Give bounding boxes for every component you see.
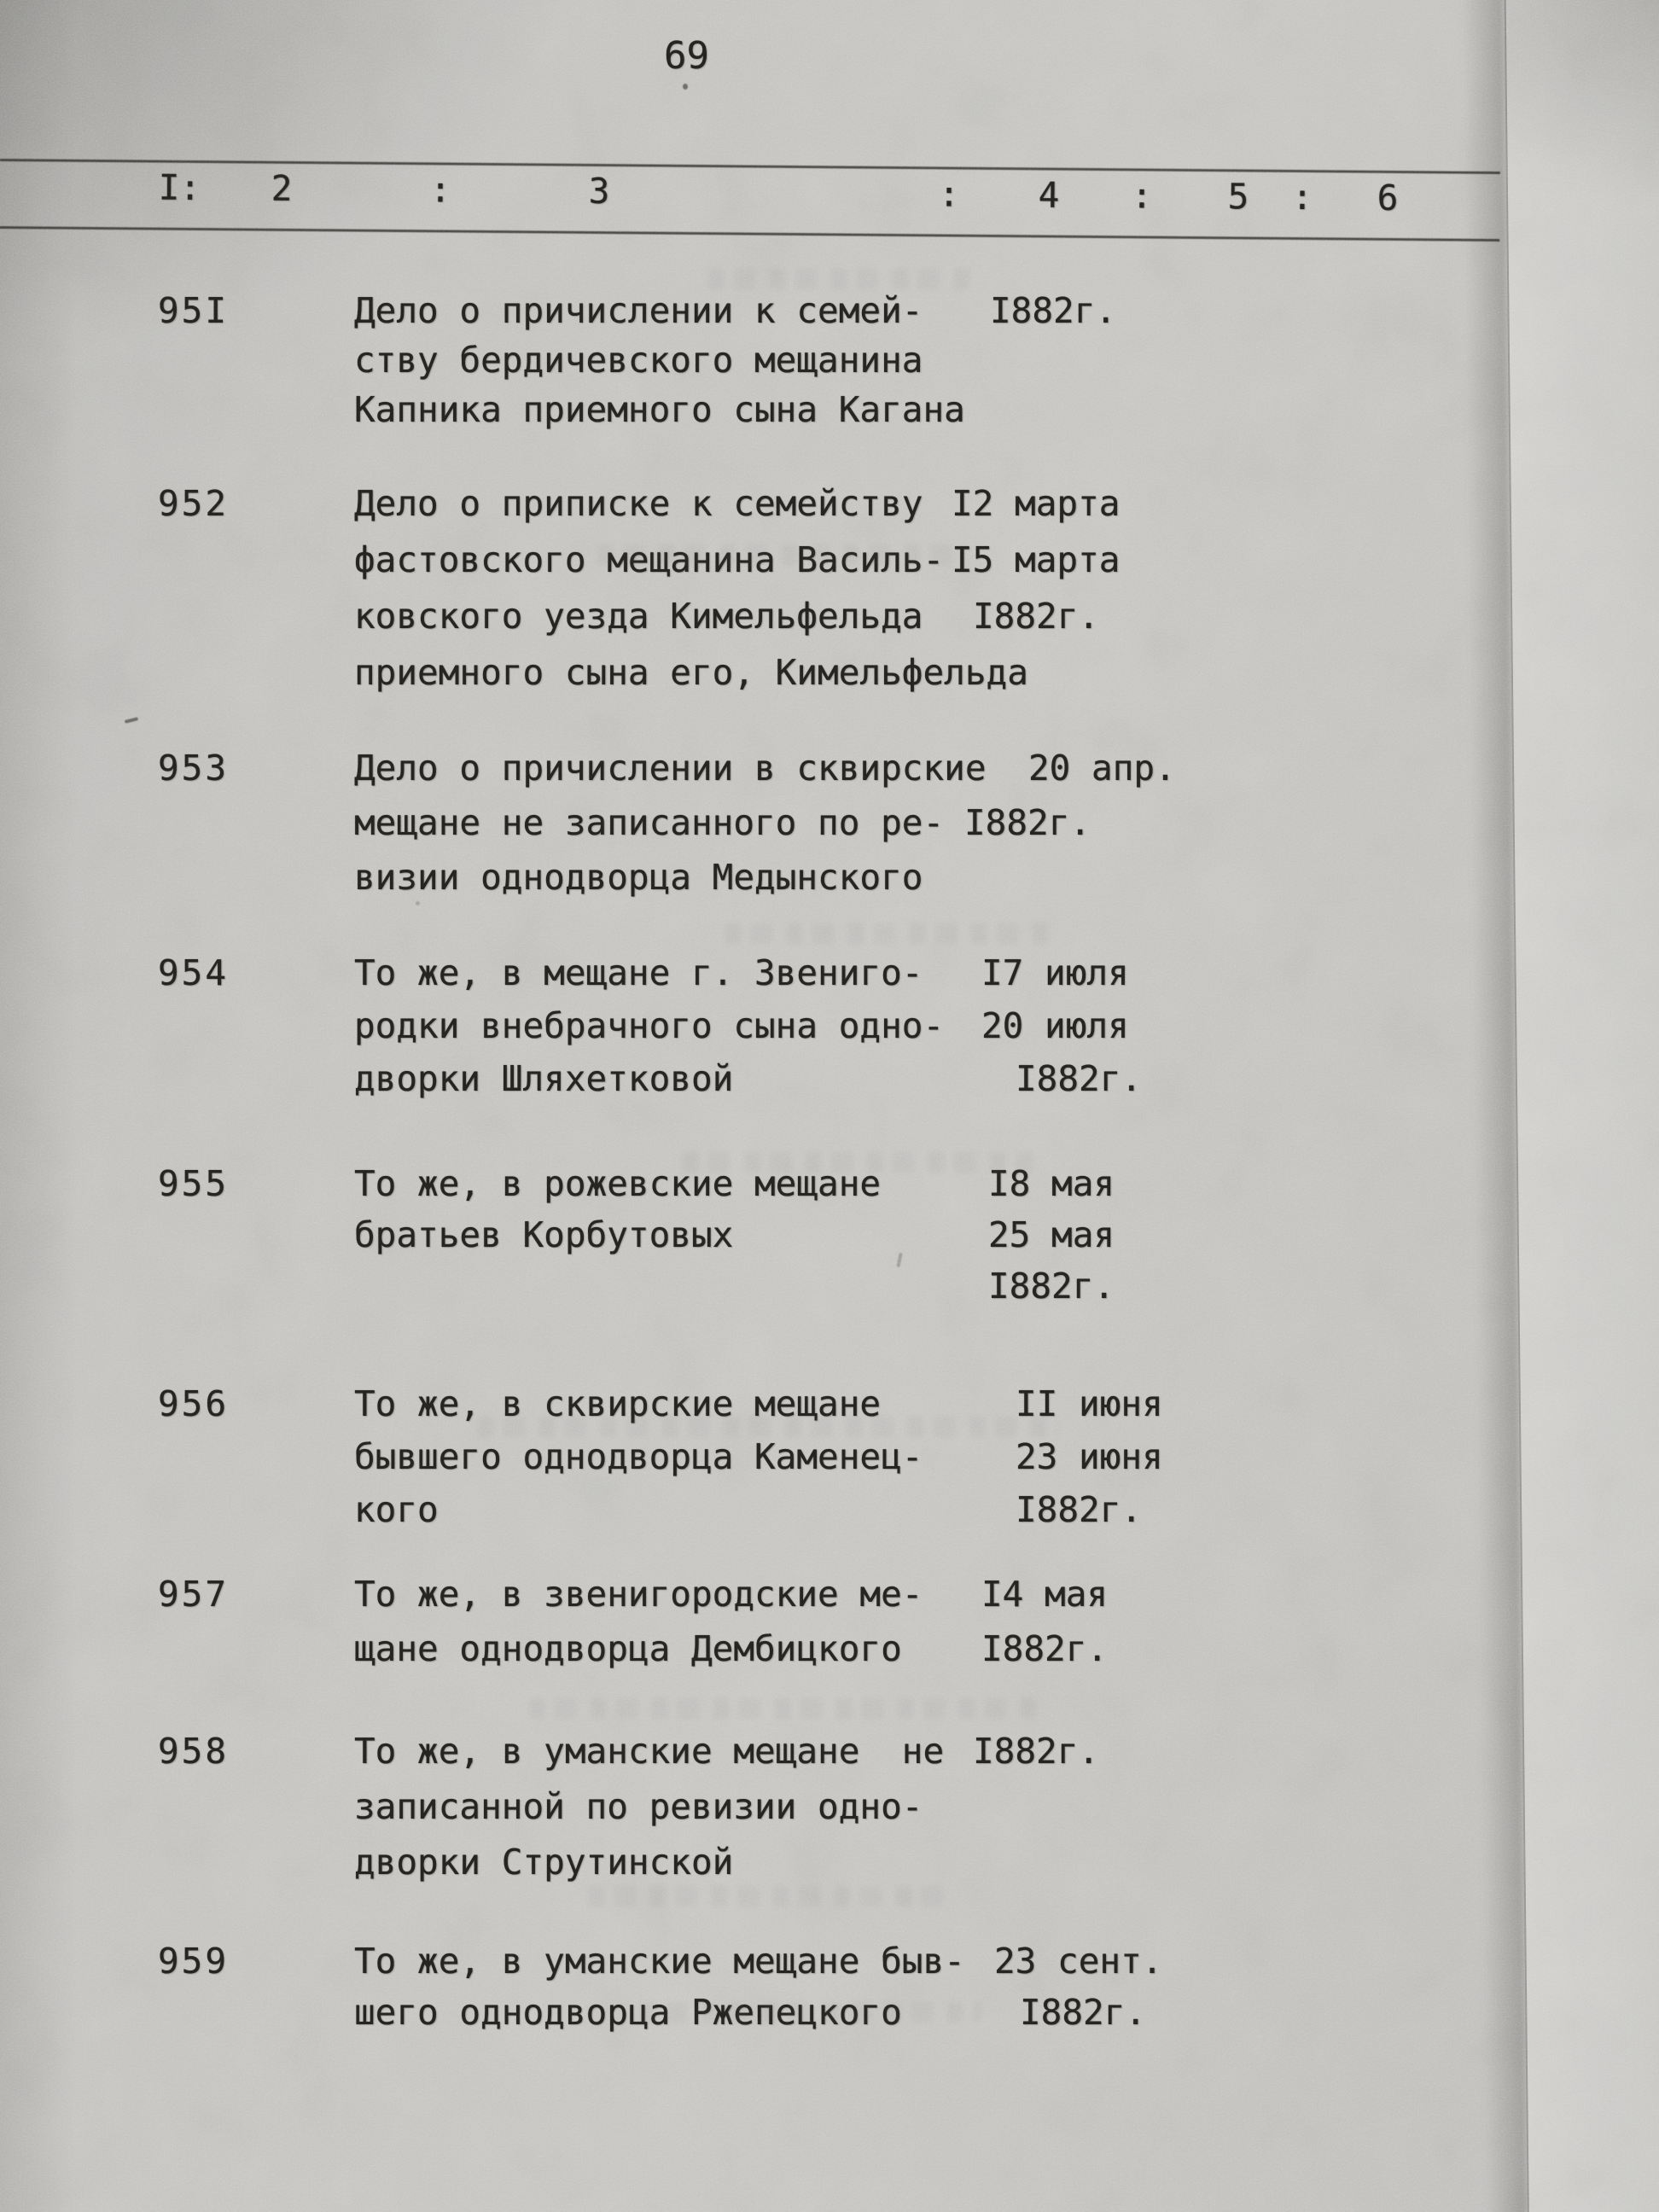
table-header-cell: :	[1291, 176, 1313, 218]
entry-date-line: 23 июня	[1016, 1436, 1163, 1477]
entry-description-line: визии однодворца Медынского	[354, 857, 923, 898]
entry-date-line: I7 июля	[981, 952, 1129, 993]
entry-description-line: То же, в уманские мещане не	[354, 1731, 945, 1772]
entry-date-line: I8 мая	[988, 1163, 1115, 1204]
entry-description-line: фастовского мещанина Василь-	[354, 539, 945, 580]
table-rule-bottom	[0, 226, 1499, 242]
entry-description-line: мещане не записанного по ре-	[354, 802, 945, 843]
entry-number: 959	[158, 1941, 230, 1982]
entry-description-line: То же, в звенигородские ме-	[354, 1574, 923, 1615]
table-header-band	[0, 159, 1502, 250]
entry-description-line: Дело о приписке к семейству	[354, 483, 923, 524]
bleedthrough-ghost-line	[589, 1886, 947, 1906]
bleedthrough-ghost-line	[597, 544, 956, 565]
entry-description-line: ковского уезда Кимельфельда	[354, 596, 923, 637]
entry-description-line: приемного сына его, Кимельфельда	[354, 652, 1028, 693]
ink-speck	[683, 84, 688, 90]
entry-description-line: То же, в уманские мещане быв-	[354, 1941, 965, 1982]
entry-description-line: братьев Корбутовых	[354, 1214, 734, 1255]
table-header-cell: 5	[1227, 176, 1249, 218]
entry-number: 957	[158, 1574, 230, 1615]
entry-description-line: дворки Шляхетковой	[354, 1058, 734, 1099]
entry-date-line: I882г.	[1016, 1489, 1143, 1530]
ink-speck	[896, 1253, 902, 1267]
entry-date-line: I882г.	[988, 1266, 1115, 1307]
table-header-cell: :	[938, 173, 960, 215]
entry-date-line: I2 марта	[952, 483, 1121, 524]
ink-speck	[416, 901, 420, 905]
table-header-cell: 6	[1377, 177, 1399, 219]
entry-description-line: дворки Струтинской	[354, 1842, 734, 1883]
entry-number: 955	[158, 1163, 230, 1204]
entry-date-line: I882г.	[973, 1731, 1100, 1772]
entry-date-line: II июня	[1016, 1383, 1163, 1424]
entry-description-line: Капника приемного сына Кагана	[354, 389, 965, 430]
entry-description-line: То же, в мещане г. Звениго-	[354, 952, 923, 993]
entry-number: 954	[158, 952, 230, 993]
bleedthrough-ghost-line	[640, 2002, 981, 2023]
bleedthrough-ghost-line	[708, 269, 973, 289]
entry-number: 956	[158, 1383, 230, 1424]
table-header-cell: 4	[1038, 174, 1060, 216]
table-header-cell: 2	[271, 167, 293, 209]
bleedthrough-ghost-line	[529, 1698, 1041, 1719]
entry-number: 952	[158, 483, 230, 524]
entry-description-line: записанной по ревизии одно-	[354, 1786, 923, 1827]
entry-date-line: I882г.	[981, 1628, 1109, 1669]
table-header-cell: I:	[158, 166, 201, 209]
entry-date-line: 20 апр.	[1028, 748, 1176, 789]
underlying-page-edge	[1504, 0, 1659, 2212]
entry-date-line: 25 мая	[988, 1214, 1115, 1255]
entry-date-line: I882г.	[964, 802, 1091, 843]
entry-description-line: кого	[354, 1489, 439, 1530]
entry-description-line: Дело о причислении к семей-	[354, 290, 923, 331]
entry-description-line: Дело о причислении в сквирские	[354, 748, 987, 789]
table-header-cell: :	[1131, 175, 1153, 217]
entry-number: 958	[158, 1731, 230, 1772]
table-header-cell: 3	[588, 170, 610, 212]
entry-date-line: I882г.	[973, 596, 1100, 637]
table-rule-top	[0, 159, 1500, 174]
entry-description-line: То же, в сквирские мещане	[354, 1383, 882, 1424]
entry-date-line: I882г.	[1016, 1058, 1143, 1099]
entry-number: 953	[158, 748, 230, 789]
entry-date-line: 23 сент.	[994, 1941, 1163, 1982]
entry-date-line: I5 марта	[952, 539, 1121, 580]
entry-date-line: I882г.	[1020, 1992, 1147, 2033]
page-number: 69	[664, 34, 709, 78]
entry-description-line: родки внебрачного сына одно-	[354, 1005, 945, 1046]
bleedthrough-ghost-line	[683, 1152, 1033, 1173]
bleedthrough-ghost-line	[725, 923, 1050, 944]
entry-date-line: I882г.	[990, 290, 1117, 331]
entry-description-line: бывшего однодворца Каменец-	[354, 1436, 923, 1477]
entry-number: 95I	[158, 290, 230, 331]
entry-description-line: щане однодворца Дембицкого	[354, 1628, 902, 1669]
entry-description-line: шего однодворца Ржепецкого	[354, 1992, 902, 2033]
bleedthrough-ghost-line	[478, 1417, 1058, 1437]
entry-date-line: 20 июля	[981, 1005, 1129, 1046]
entry-date-line: I4 мая	[981, 1574, 1109, 1615]
table-header-cell: :	[429, 169, 451, 211]
entry-description-line: То же, в рожевские мещане	[354, 1163, 882, 1204]
pencil-mark	[125, 717, 138, 724]
entry-description-line: ству бердичевского мещанина	[354, 340, 923, 381]
